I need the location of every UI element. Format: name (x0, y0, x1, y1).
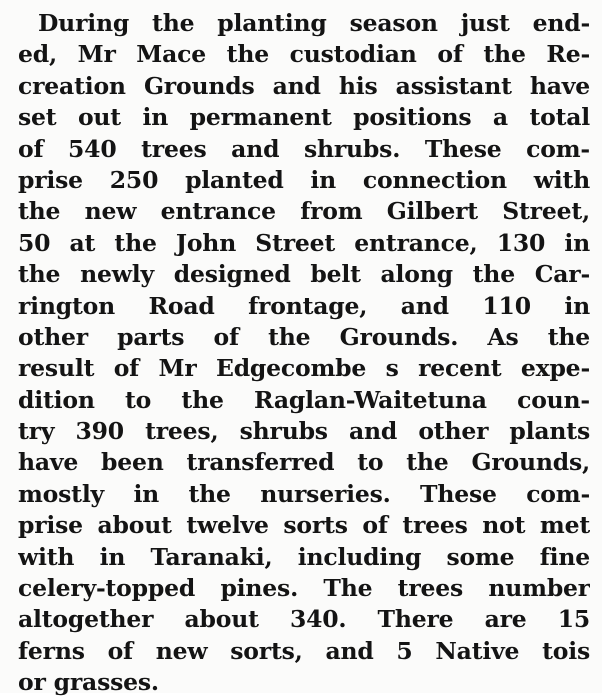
article-line: ferns of new sorts, and 5 Native tois (18, 636, 590, 665)
article-line: creation Grounds and his assistant have (18, 71, 590, 100)
article-line: rington Road frontage, and 110 in (18, 291, 590, 320)
article-line: ed, Mr Mace the custodian of the Re- (18, 40, 590, 69)
article-line: prise 250 planted in connection with (18, 165, 590, 194)
article-line: set out in permanent positions a total (18, 103, 590, 132)
article-line: 50 at the John Street entrance, 130 in (18, 228, 590, 257)
article-body (18, 8, 590, 699)
article-line: of 540 trees and shrubs. These com- (18, 134, 590, 163)
article-line: prise about twelve sorts of trees not met (18, 511, 590, 540)
article-line: with in Taranaki, including some fine (18, 542, 590, 571)
article-line: altogether about 340. There are 15 (18, 605, 590, 634)
article-line: mostly in the nurseries. These com- (18, 479, 590, 508)
article-line: celery-topped pines. The trees number (18, 574, 590, 603)
article-line: During the planting season just end- (38, 9, 590, 37)
article-line: or grasses. (18, 668, 159, 697)
article-line: try 390 trees, shrubs and other plants (18, 417, 590, 446)
article-line: the new entrance from Gilbert Street, (18, 197, 590, 226)
article-line: dition to the Raglan-Waitetuna coun- (18, 385, 590, 414)
article-line: the newly designed belt along the Car- (18, 260, 590, 289)
article-line: result of Mr Edgecombe s recent expe- (18, 354, 590, 383)
article-line: other parts of the Grounds. As the (18, 322, 590, 351)
article-line: have been transferred to the Grounds, (18, 448, 590, 477)
